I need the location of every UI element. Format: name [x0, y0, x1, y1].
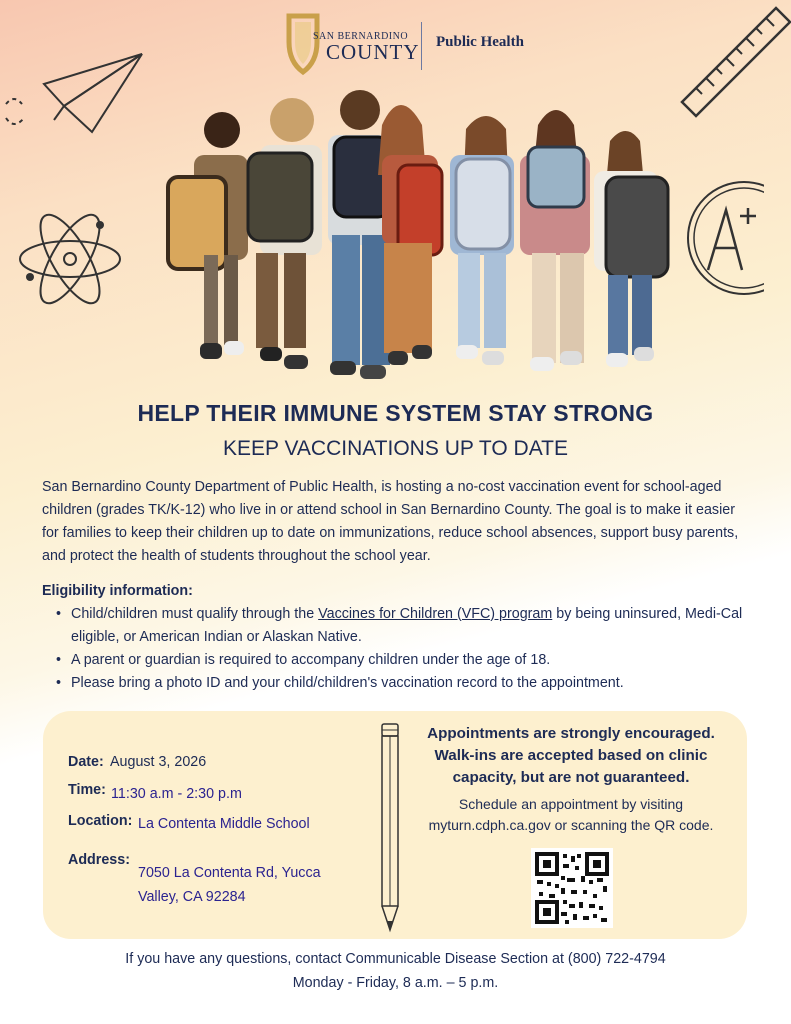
children-with-backpacks-photo — [160, 85, 680, 385]
time-value: 11:30 a.m - 2:30 p.m — [111, 786, 242, 802]
address-line-1: 7050 La Contenta Rd, Yucca — [138, 865, 321, 881]
address-label: Address: — [68, 852, 130, 868]
location-value: La Contenta Middle School — [138, 816, 310, 832]
contact-hours: Monday - Friday, 8 a.m. – 5 p.m. — [292, 975, 499, 991]
logo-divider — [421, 22, 422, 70]
time-label: Time: — [68, 782, 106, 798]
address-line-2: Valley, CA 92284 — [138, 889, 246, 905]
appointment-notice-line-3: capacity, but are not guaranteed. — [452, 769, 690, 786]
eligibility-item-1-pre: Child/children must qualify through the — [71, 606, 319, 622]
ruler-icon — [676, 2, 791, 122]
schedule-line-2[interactable]: myturn.cdph.ca.gov or scanning the QR code. — [428, 817, 714, 833]
subheadline: KEEP VACCINATIONS UP TO DATE — [222, 437, 569, 460]
pencil-icon — [378, 722, 402, 934]
appointment-notice-line-1: Appointments are strongly encouraged. — [427, 725, 715, 742]
appointment-notice — [406, 723, 736, 789]
list-item: • Please bring a photo ID and your child/children's vaccination record to the appointment. — [52, 672, 752, 695]
schedule-line-1: Schedule an appointment by visiting — [458, 796, 684, 812]
county-name-small: SAN BERNARDINO — [313, 31, 409, 42]
location-label: Location: — [68, 813, 133, 829]
department-name: Public Health — [436, 34, 524, 50]
intro-paragraph: San Bernardino County Department of Public Health, is hosting a no-cost vaccination event for school-aged children (grades TK/K-12) who live in or attend school in San Bernardino County. The goal is to make it easier for families to keep their children up to date on immunizations, reduce school absences, support busy parents, and protect the health of students throughout the school year. — [42, 479, 739, 564]
appointment-notice-line-2: Walk-ins are accepted based on clinic — [434, 747, 708, 764]
contact-info: If you have any questions, contact Communicable Disease Section at (800) 722-4794 — [125, 951, 666, 967]
headline: HELP THEIR IMMUNE SYSTEM STAY STRONG — [137, 400, 654, 426]
list-item: • A parent or guardian is required to accompany children under the age of 18. — [52, 649, 752, 672]
county-seal-icon — [283, 12, 323, 76]
eligibility-list — [52, 603, 752, 695]
county-name: COUNTY — [326, 40, 420, 64]
schedule-instructions — [406, 794, 736, 836]
vfc-program-link[interactable]: Vaccines for Children (VFC) program — [318, 606, 553, 622]
date-label: Date: — [68, 754, 104, 770]
a-plus-grade-icon — [684, 180, 764, 300]
list-item — [52, 603, 752, 649]
qr-code-icon[interactable] — [531, 848, 613, 928]
paper-airplane-icon — [4, 44, 146, 144]
atom-icon — [16, 205, 124, 313]
date-value: August 3, 2026 — [110, 754, 207, 770]
eligibility-item-1-post: by being uninsured, Medi-Cal eligible, or American Indian or Alaskan Native. — [71, 606, 743, 645]
eligibility-title: Eligibility information: — [42, 583, 193, 599]
